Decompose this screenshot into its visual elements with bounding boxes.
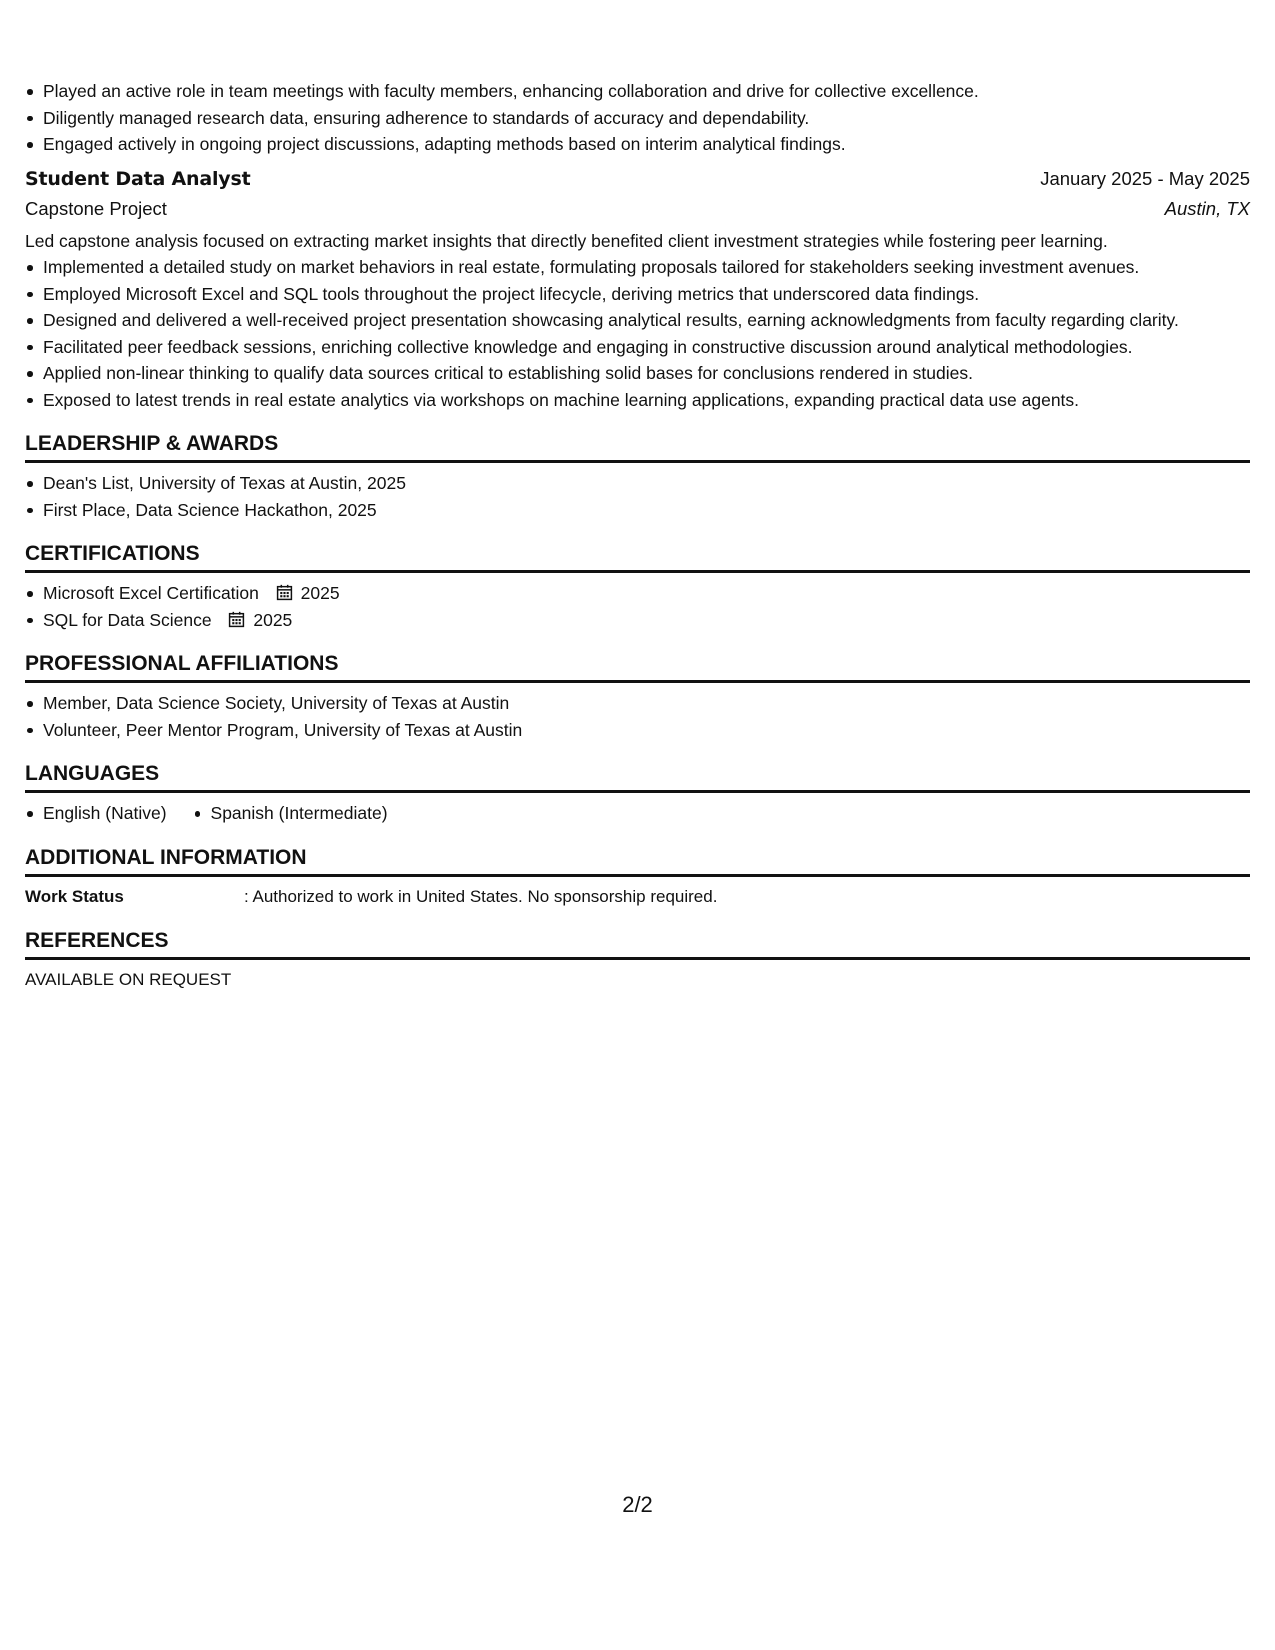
section-heading: LEADERSHIP & AWARDS [25, 431, 1250, 463]
section-heading: ADDITIONAL INFORMATION [25, 845, 1250, 877]
certification-name: Microsoft Excel Certification [43, 583, 259, 603]
list-item: Engaged actively in ongoing project discussions, adapting methods based on interim analytical findings. [25, 131, 1250, 158]
job-title: Student Data Analyst [25, 167, 251, 190]
list-item: Played an active role in team meetings with faculty members, enhancing collaboration and drive for collective excellence. [25, 78, 1250, 105]
calendar-icon [276, 584, 293, 601]
list-item: Implemented a detailed study on market behaviors in real estate, formulating proposals tailored for stakeholders seeking investment avenues. [25, 254, 1250, 281]
list-item: Facilitated peer feedback sessions, enriching collective knowledge and engaging in constructive discussion around analytical methodologies. [25, 334, 1250, 361]
certification-year: 2025 [300, 583, 340, 603]
certifications-section [25, 541, 1250, 633]
certification-item [25, 607, 1250, 634]
work-status-value: : Authorized to work in United States. No sponsorship required. [244, 886, 718, 906]
job-location: Austin, TX [1164, 197, 1250, 219]
certification-name: SQL for Data Science [43, 609, 212, 630]
list-item: Designed and delivered a well-received project presentation showcasing analytical results, earning acknowledgments from faculty regarding clarity. [25, 307, 1250, 334]
list-item: Exposed to latest trends in real estate analytics via workshops on machine learning applications, expanding practical data use agents. [25, 387, 1250, 414]
language-item: English (Native) [25, 800, 167, 827]
section-heading: CERTIFICATIONS [25, 541, 1250, 573]
additional-info-section [25, 845, 1250, 910]
job-dates: January 2025 - May 2025 [1040, 167, 1250, 189]
list-item: Employed Microsoft Excel and SQL tools throughout the project lifecycle, deriving metrics that underscored data findings. [25, 281, 1250, 308]
section-heading: REFERENCES [25, 928, 1250, 960]
job-entry [25, 168, 1250, 414]
previous-job-bullets [25, 78, 1250, 158]
section-heading: LANGUAGES [25, 761, 1250, 793]
list-item: Dean's List, University of Texas at Austin, 2025 [25, 470, 1250, 497]
calendar-icon [228, 611, 245, 628]
job-bullets [25, 254, 1250, 413]
job-organization: Capstone Project [25, 197, 167, 219]
certification-year: 2025 [253, 609, 293, 630]
list-item: Volunteer, Peer Mentor Program, University of Texas at Austin [25, 717, 1250, 744]
leadership-section [25, 431, 1250, 523]
language-item: Spanish (Intermediate) [193, 800, 388, 827]
work-status-label: Work Status [25, 886, 124, 906]
list-item: Diligently managed research data, ensuring adherence to standards of accuracy and dependability. [25, 105, 1250, 132]
section-heading: PROFESSIONAL AFFILIATIONS [25, 651, 1250, 683]
affiliations-section [25, 651, 1250, 743]
languages-section [25, 761, 1250, 827]
certification-item [25, 580, 1250, 607]
page-number: 2/2 [622, 1492, 653, 1517]
references-section [25, 928, 1250, 993]
resume-page [25, 78, 1250, 993]
list-item: Applied non-linear thinking to qualify data sources critical to establishing solid bases for conclusions rendered in studies. [25, 360, 1250, 387]
references-text: AVAILABLE ON REQUEST [25, 969, 232, 989]
list-item: First Place, Data Science Hackathon, 2025 [25, 497, 1250, 524]
job-summary: Led capstone analysis focused on extracting market insights that directly benefited client investment strategies while fostering peer learning. [25, 230, 1108, 251]
list-item: Member, Data Science Society, University of Texas at Austin [25, 690, 1250, 717]
